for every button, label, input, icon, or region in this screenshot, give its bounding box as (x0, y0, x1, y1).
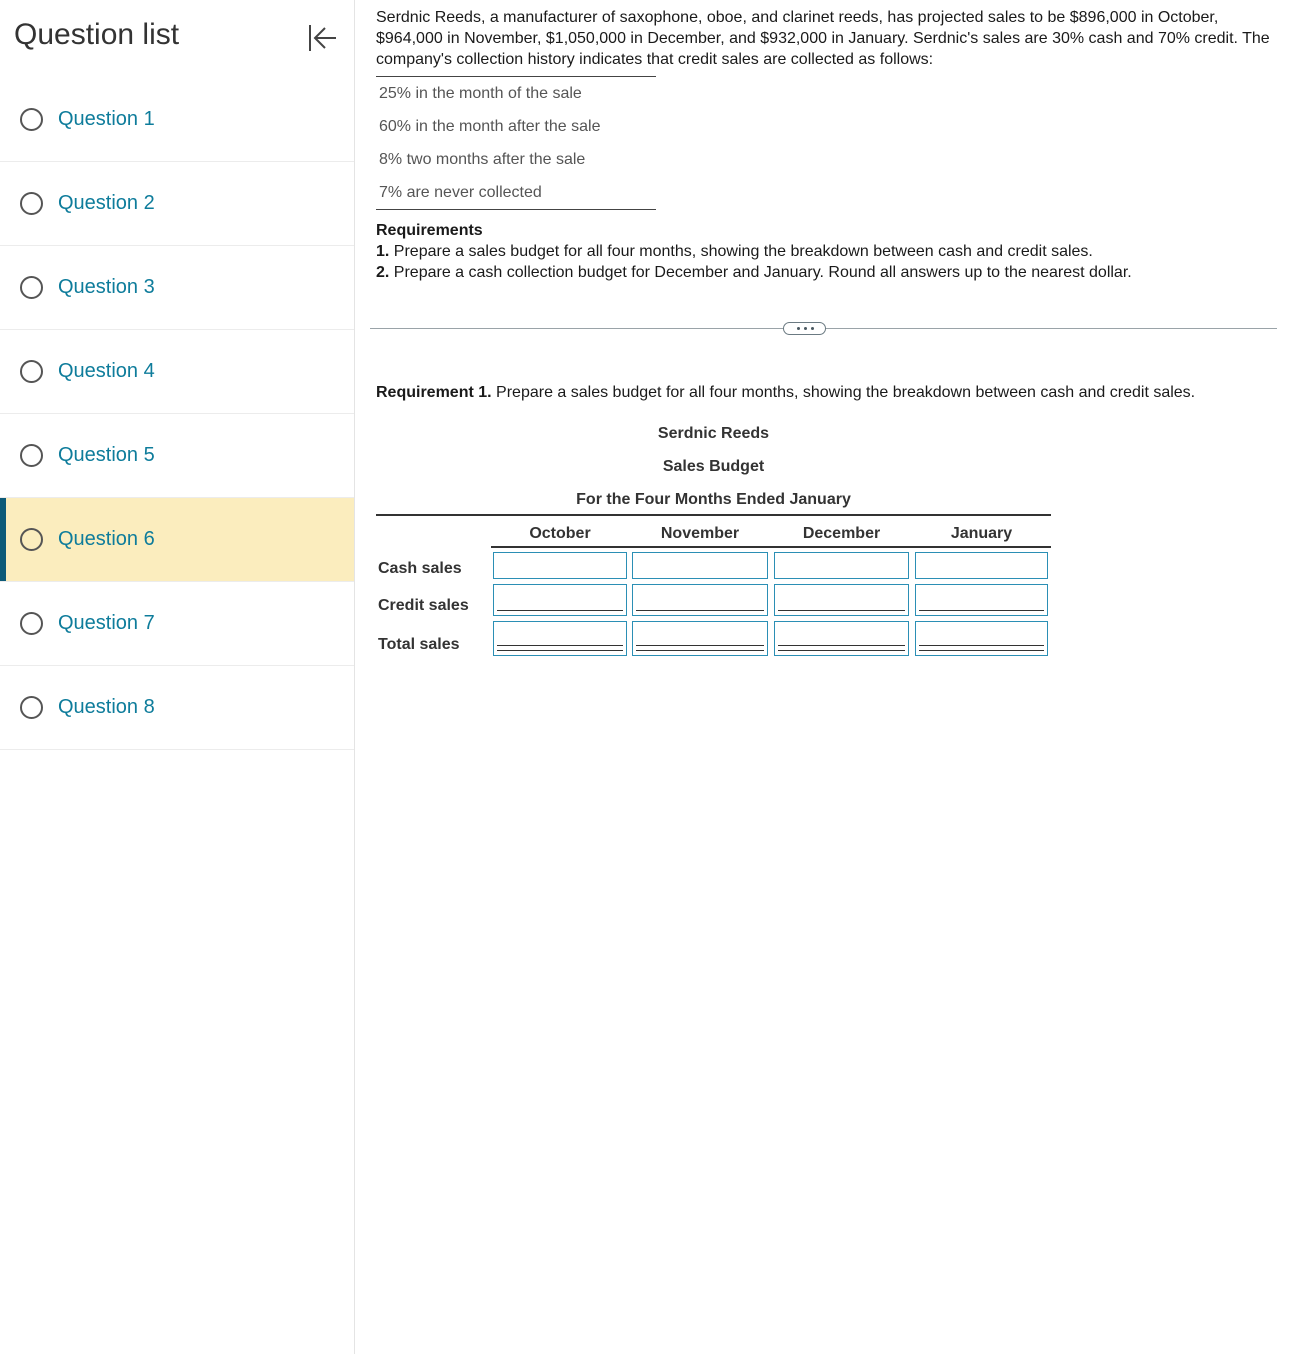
question-list-sidebar (0, 0, 355, 1354)
total-sales-december-input[interactable] (775, 622, 908, 655)
ellipsis-dot-icon (797, 327, 800, 330)
cash-sales-november-input[interactable] (633, 553, 767, 578)
cash-sales-october-cell (493, 552, 627, 579)
credit-sales-october-input[interactable] (494, 585, 626, 615)
credit-sales-october-cell (493, 584, 627, 616)
credit-sales-november-cell (632, 584, 768, 616)
collection-row: 60% in the month after the sale (379, 118, 601, 135)
column-header-december: December (802, 525, 881, 542)
budget-period: For the Four Months Ended January (576, 491, 851, 508)
question-list (0, 78, 354, 750)
total-sales-october-cell (493, 621, 627, 656)
requirements-title: Requirements (376, 222, 483, 239)
question-label: Question 3 (58, 276, 155, 298)
requirement-number: 1. (376, 243, 390, 260)
requirements-block (376, 220, 1276, 283)
question-label: Question 5 (58, 444, 155, 466)
collection-row: 8% two months after the sale (379, 151, 586, 168)
question-label: Question 4 (58, 360, 155, 382)
row-label-credit-sales: Credit sales (378, 597, 469, 614)
question-item[interactable] (0, 414, 354, 498)
question-item[interactable] (0, 666, 354, 750)
cash-sales-december-input[interactable] (775, 553, 908, 578)
row-label-cash-sales: Cash sales (378, 560, 462, 577)
total-sales-january-cell (915, 621, 1048, 656)
total-sales-january-input[interactable] (916, 622, 1047, 655)
credit-sales-december-input[interactable] (775, 585, 908, 615)
question-label: Question 2 (58, 192, 155, 214)
radio-circle-icon (20, 360, 43, 383)
requirement-line (376, 262, 1276, 283)
column-header-rule (491, 546, 1051, 548)
expand-more-button[interactable] (783, 322, 826, 335)
credit-sales-january-cell (915, 584, 1048, 616)
requirement-1-text: Prepare a sales budget for all four months, showing the breakdown between cash and credit sales. (496, 384, 1196, 401)
budget-company: Serdnic Reeds (657, 425, 770, 442)
collection-history-table (376, 76, 656, 210)
question-item[interactable] (0, 246, 354, 330)
budget-header-rule (376, 514, 1051, 516)
sidebar-title: Question list (14, 18, 180, 51)
radio-circle-icon (20, 612, 43, 635)
question-label: Question 6 (58, 528, 155, 550)
radio-circle-icon (20, 528, 43, 551)
cash-sales-january-input[interactable] (916, 553, 1047, 578)
column-header-november: November (660, 525, 740, 542)
credit-sales-january-input[interactable] (916, 585, 1047, 615)
collapse-sidebar-button[interactable] (302, 18, 342, 58)
collection-row: 25% in the month of the sale (379, 85, 582, 102)
total-sales-november-cell (632, 621, 768, 656)
radio-circle-icon (20, 444, 43, 467)
total-sales-december-cell (774, 621, 909, 656)
row-label-total-sales: Total sales (378, 636, 460, 653)
question-label: Question 7 (58, 612, 155, 634)
cash-sales-november-cell (632, 552, 768, 579)
cash-sales-october-input[interactable] (494, 553, 626, 578)
collection-row: 7% are never collected (379, 184, 542, 201)
requirement-number: 2. (376, 264, 390, 281)
credit-sales-december-cell (774, 584, 909, 616)
total-sales-november-input[interactable] (633, 622, 767, 655)
sidebar-header (0, 0, 354, 78)
requirement-line (376, 241, 1276, 262)
credit-sales-november-input[interactable] (633, 585, 767, 615)
radio-circle-icon (20, 192, 43, 215)
question-item[interactable] (0, 582, 354, 666)
radio-circle-icon (20, 696, 43, 719)
total-sales-october-input[interactable] (494, 622, 626, 655)
requirement-text: Prepare a sales budget for all four months, showing the breakdown between cash and credit sales. (393, 243, 1093, 260)
problem-intro: Serdnic Reeds, a manufacturer of saxophone, oboe, and clarinet reeds, has projected sales to be $896,000 in October, $964,000 in November, $1,050,000 in December, and $932,000 in January. Serdnic's sales are 30% cash and 70% credit. The company's collection history indicates that credit sales are collected as follows: (376, 9, 1270, 68)
column-header-january: January (950, 525, 1013, 542)
question-item[interactable] (0, 330, 354, 414)
question-item[interactable] (0, 162, 354, 246)
question-label: Question 1 (58, 108, 155, 130)
requirement-1-label: Requirement 1. (376, 384, 492, 401)
cash-sales-december-cell (774, 552, 909, 579)
question-label: Question 8 (58, 696, 155, 718)
ellipsis-dot-icon (811, 327, 814, 330)
question-item[interactable] (0, 78, 354, 162)
requirement-1-prompt (376, 384, 1276, 402)
requirement-text: Prepare a cash collection budget for December and January. Round all answers up to the nearest dollar. (393, 264, 1132, 281)
ellipsis-dot-icon (804, 327, 807, 330)
radio-circle-icon (20, 276, 43, 299)
question-item-active[interactable] (0, 498, 354, 582)
cash-sales-january-cell (915, 552, 1048, 579)
collapse-left-icon (302, 18, 342, 58)
radio-circle-icon (20, 108, 43, 131)
budget-title: Sales Budget (662, 458, 765, 475)
column-header-october: October (529, 525, 591, 542)
